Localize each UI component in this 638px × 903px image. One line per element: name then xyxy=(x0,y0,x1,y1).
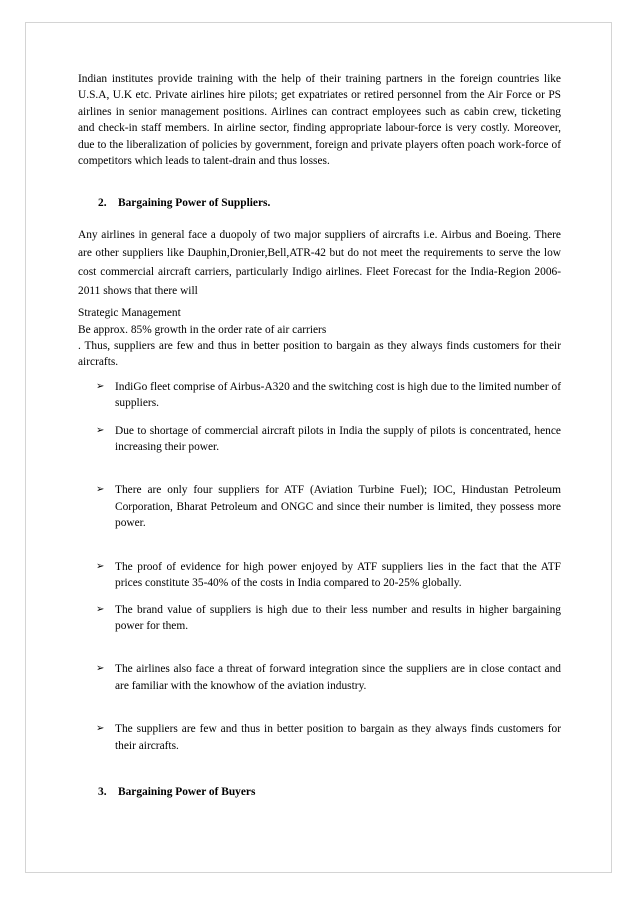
arrow-bullet-icon: ➢ xyxy=(96,603,105,615)
heading-number: 2. xyxy=(98,197,107,210)
intro-paragraph: Indian institutes provide training with the help of their training partners in the foreign countries like U.S.A, U.K etc. Private airlines hire pilots; get expatriates or retired personnel from the Air Force or PS airlines in senior management positions. Airlines can contract employees such as cabin crew, ticketing and check-in staff members. In airline sector, finding appropriate labour-force is very costly. Moreover, due to the liberalization of policies by government, foreign and private players often poach work-force of competitors which leads to talent-drain and thus losses. xyxy=(78,73,561,168)
arrow-bullet-icon: ➢ xyxy=(96,663,105,675)
list-item xyxy=(96,602,561,635)
list-item-text: The suppliers are few and thus in better position to bargain as they always finds customers for their aircrafts. xyxy=(115,723,561,752)
list-item-text: The airlines also face a threat of forward integration since the suppliers are in close contact and are familiar with the knowhow of the aviation industry. xyxy=(115,663,561,692)
list-item xyxy=(96,423,561,456)
list-item-text: Due to shortage of commercial aircraft pilots in India the supply of pilots is concentrated, hence increasing their power. xyxy=(115,424,561,454)
list-item-text: There are only four suppliers for ATF (Aviation Turbine Fuel); IOC, Hindustan Petroleum Corporation, Bharat Petroleum and ONGC and since their number is limited, they possess more power. xyxy=(115,484,561,530)
suppliers-paragraph: Any airlines in general face a duopoly of two major suppliers of aircrafts i.e. Airbus and Boeing. There are other suppliers like Dauphin,Dronier,Bell,ATR-42 but do not meet the requirements to serve the low cost commercial aircraft carriers, particularly Indigo airlines. Fleet Forecast for the India-Region 2006-2011 shows that there will xyxy=(78,228,561,297)
growth-line: Be approx. 85% growth in the order rate of air carriers xyxy=(78,323,327,336)
list-item-text: The proof of evidence for high power enjoyed by ATF suppliers lies in the fact that the ATF prices constitute 35-40% of the costs in India compared to 20-25% globally. xyxy=(115,560,561,590)
list-item-text: The brand value of suppliers is high due to their less number and results in higher bargaining power for them. xyxy=(115,603,561,632)
thus-paragraph: . Thus, suppliers are few and thus in better position to bargain as they always finds customers for their aircrafts. xyxy=(78,340,561,369)
list-item xyxy=(96,661,561,694)
arrow-bullet-icon: ➢ xyxy=(96,484,105,496)
heading-buyers xyxy=(98,784,561,800)
list-item xyxy=(96,482,561,531)
heading-text: Bargaining Power of Buyers xyxy=(118,785,256,798)
list-item xyxy=(96,379,561,412)
arrow-bullet-icon: ➢ xyxy=(96,560,105,572)
arrow-bullet-icon: ➢ xyxy=(96,380,105,392)
arrow-bullet-icon: ➢ xyxy=(96,424,105,436)
heading-suppliers xyxy=(98,195,561,211)
list-item xyxy=(96,721,561,754)
list-item xyxy=(96,559,561,592)
document-content xyxy=(78,71,561,800)
list-item-text: IndiGo fleet comprise of Airbus-A320 and the switching cost is high due to the limited number of suppliers. xyxy=(115,380,561,410)
heading-number: 3. xyxy=(98,785,107,798)
heading-text: Bargaining Power of Suppliers. xyxy=(118,197,271,210)
strategic-management-line: Strategic Management xyxy=(78,307,181,320)
arrow-bullet-icon: ➢ xyxy=(96,723,105,735)
